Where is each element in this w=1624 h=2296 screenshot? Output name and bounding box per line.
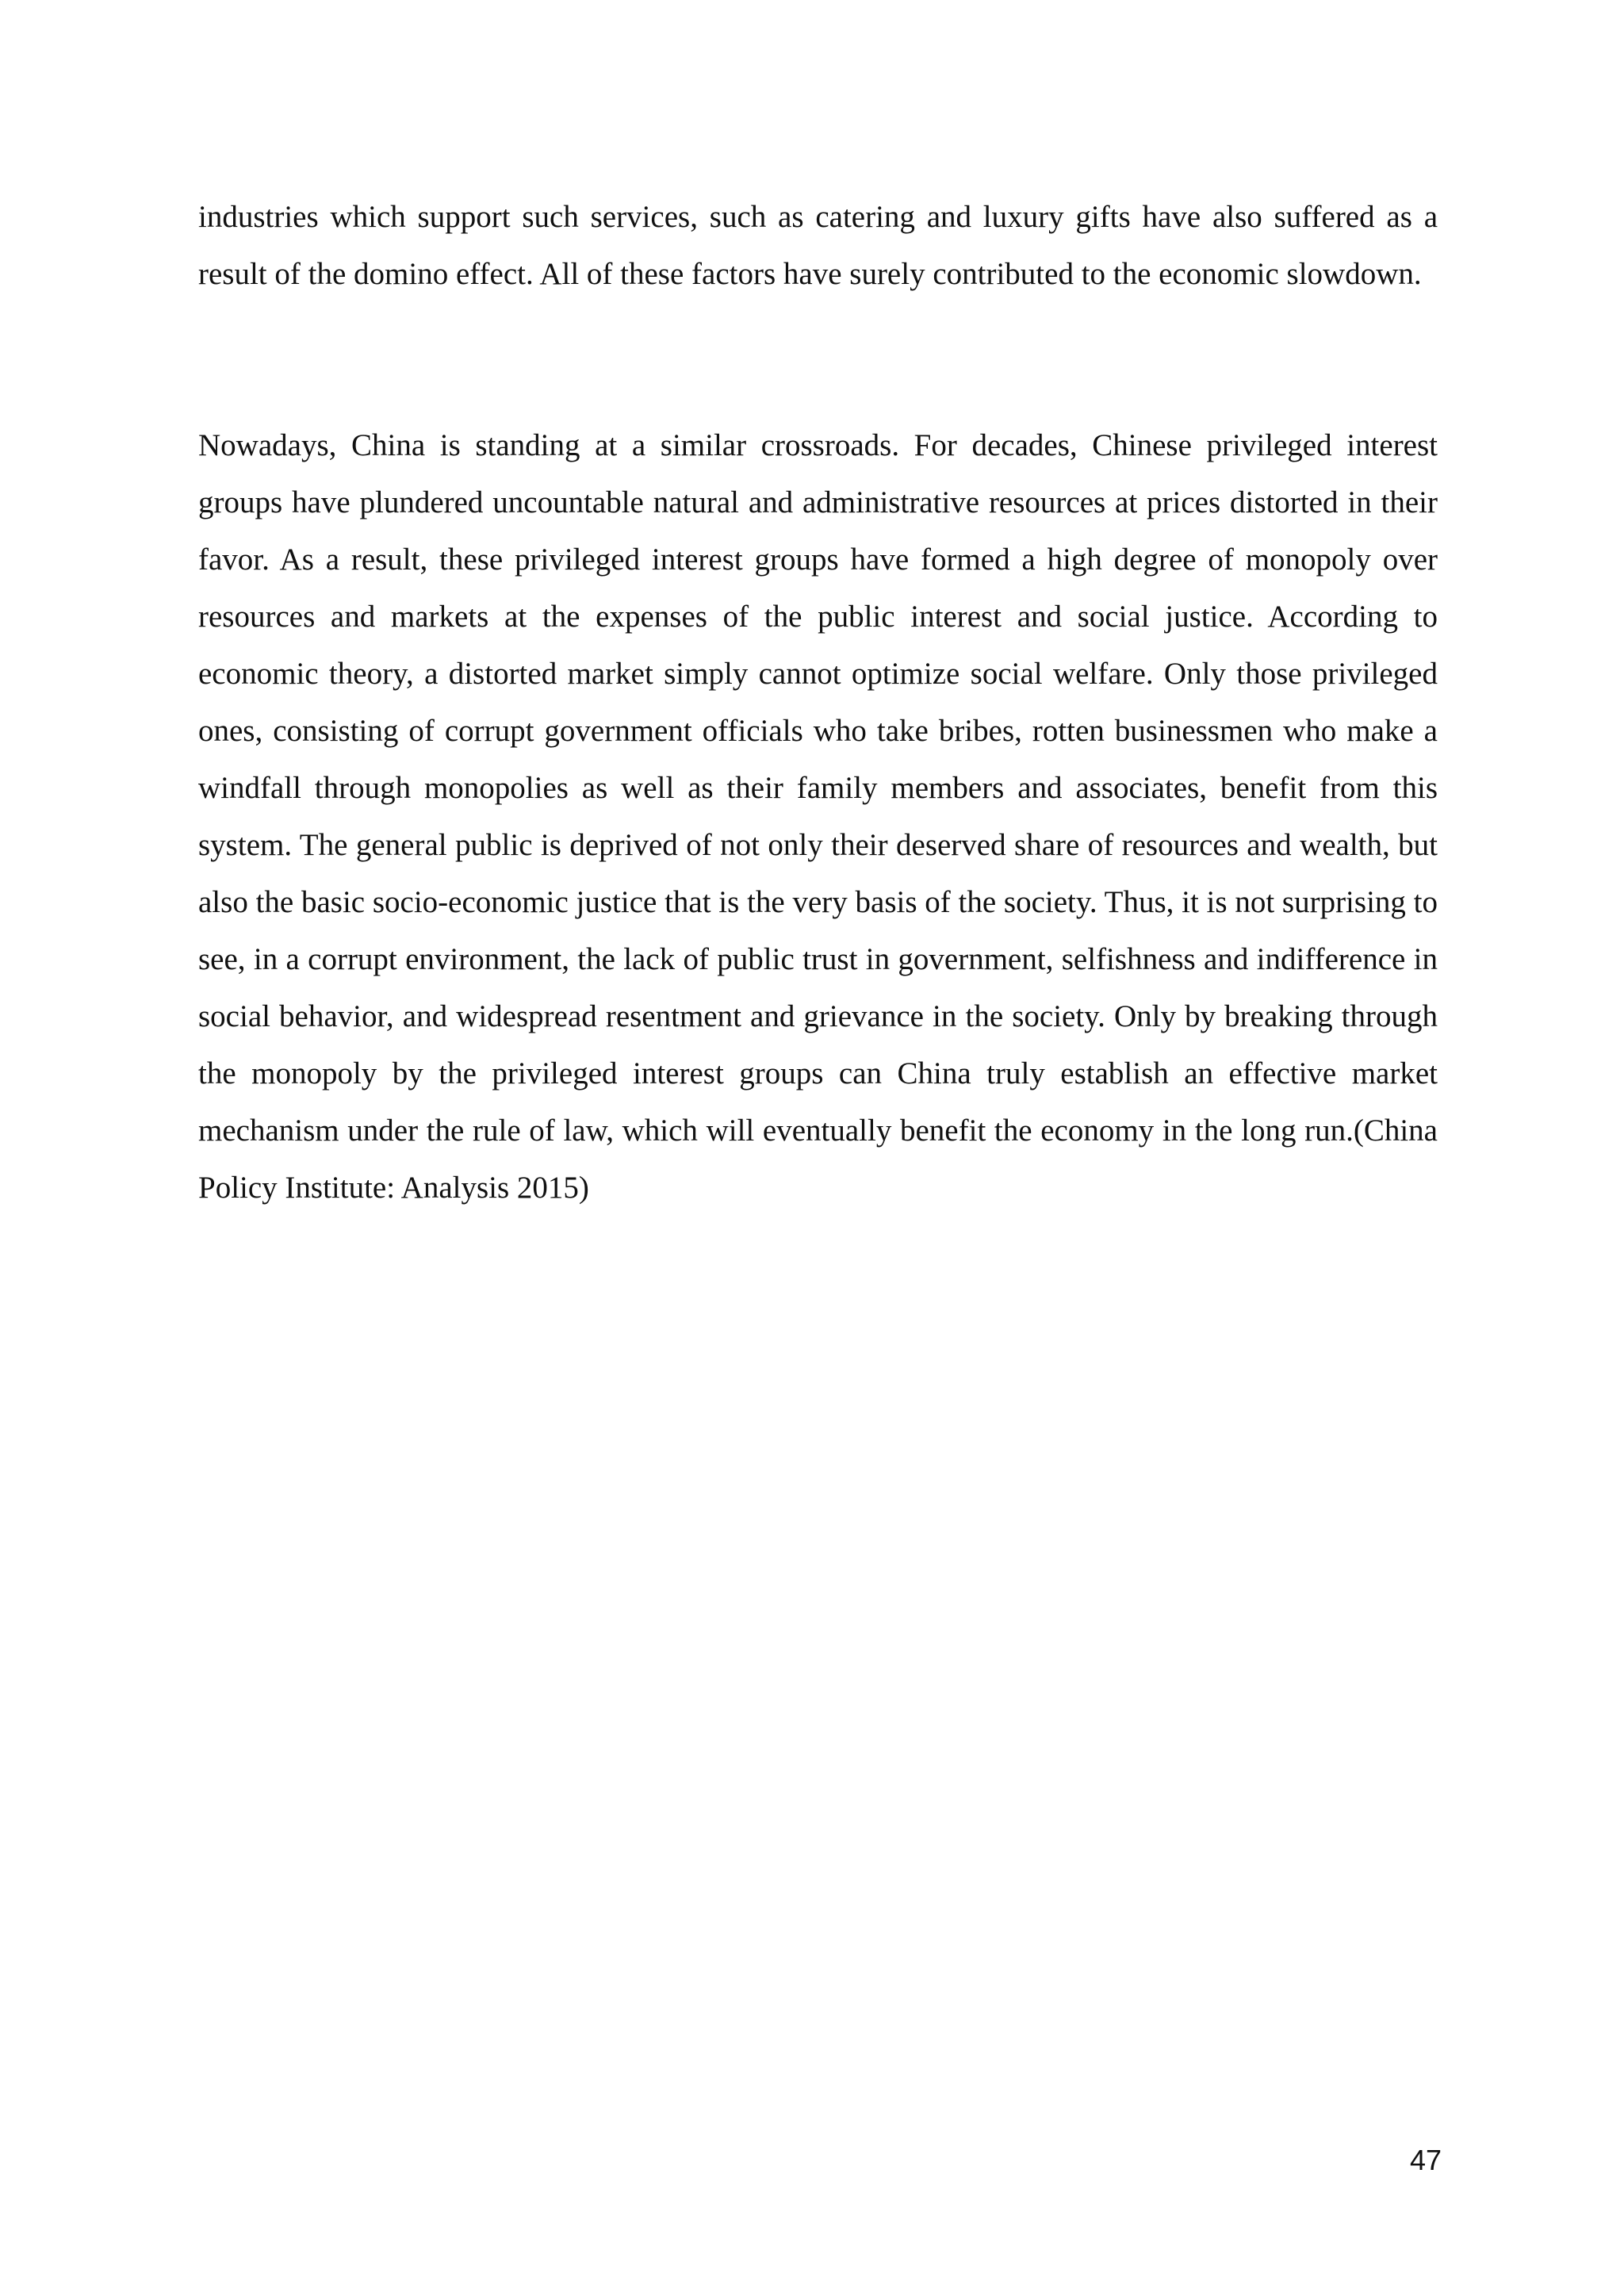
page-number: 47 xyxy=(1409,2144,1442,2176)
paragraph-1-block xyxy=(198,189,1438,303)
paragraph-1: industries which support such services, such as catering and luxury gifts have also suffered as a result of the domino effect. All of these factors have surely contributed to the economic slowdown. xyxy=(198,200,1438,291)
paragraph-2-block xyxy=(198,417,1438,1217)
paragraph-2: Nowadays, China is standing at a similar crossroads. For decades, Chinese privileged interest groups have plundered uncountable natural and administrative resources at prices distorted in their favor. As a result, these privileged interest groups have formed a high degree of monopoly over resources and markets at the expenses of the public interest and social justice. According to economic theory, a distorted market simply cannot optimize social welfare. Only those privileged ones, consisting of corrupt government officials who take bribes, rotten businessmen who make a windfall through monopolies as well as their family members and associates, benefit from this system. The general public is deprived of not only their deserved share of resources and wealth, but also the basic socio-economic justice that is the very basis of the society. Thus, it is not surprising to see, in a corrupt environment, the lack of public trust in government, selfishness and indifference in social behavior, and widespread resentment and grievance in the society. Only by breaking through the monopoly by the privileged interest groups can China truly establish an effective market mechanism under the rule of law, which will eventually benefit the economy in the long run.(China Policy Institute: Analysis 2015) xyxy=(198,428,1438,1205)
